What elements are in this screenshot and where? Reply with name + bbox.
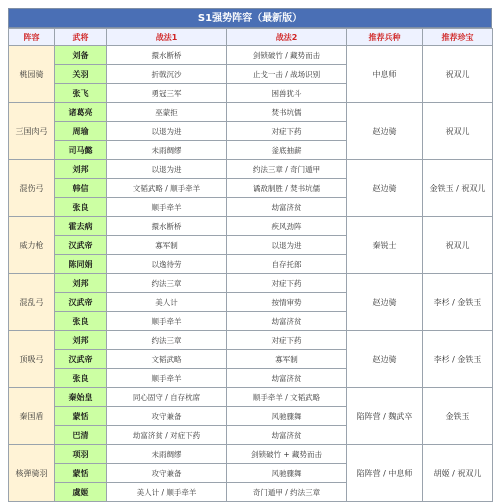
recommended-soldier: 赵边骑 [347,331,423,388]
table-row [9,331,493,350]
recommended-treasure: 李杉 / 金铁玉 [423,274,493,331]
table-row [9,103,493,122]
hero-name: 蒙恬 [55,407,107,426]
skill-1: 擐水断桥 [107,46,227,65]
hero-name: 汉武帝 [55,236,107,255]
header-skill1: 战法1 [107,29,227,46]
skill-1: 折戟沉沙 [107,65,227,84]
header-team: 阵容 [9,29,55,46]
skill-2: 自存托郎 [227,255,347,274]
skill-2: 以退为进 [227,236,347,255]
hero-name: 巴清 [55,426,107,445]
hero-name: 张良 [55,369,107,388]
hero-name: 张飞 [55,84,107,103]
skill-1: 攻守兼备 [107,464,227,483]
skill-1: 以逸待劳 [107,255,227,274]
skill-1: 巫蒙拒 [107,103,227,122]
table-row [9,445,493,464]
skill-2: 疾风劲阵 [227,217,347,236]
recommended-treasure: 李杉 / 金铁玉 [423,331,493,388]
hero-name: 项羽 [55,445,107,464]
hero-name: 陈同娟 [55,255,107,274]
recommended-soldier: 赵边骑 [347,103,423,160]
skill-1: 顺手牵羊 [107,312,227,331]
skill-1: 文韬武略 / 顺手牵羊 [107,179,227,198]
recommended-soldier: 中息师 [347,46,423,103]
skill-1: 以退为进 [107,160,227,179]
skill-2: 寡军制 [227,350,347,369]
header-treasure: 推荐珍宝 [423,29,493,46]
skill-1: 未雨绸缪 [107,141,227,160]
hero-name: 张良 [55,312,107,331]
hero-name: 汉武帝 [55,293,107,312]
team-name: 秦国盾 [9,388,55,445]
team-name: 混伤弓 [9,160,55,217]
skill-1: 勇冠三军 [107,84,227,103]
header-skill2: 战法2 [227,29,347,46]
skill-2: 焚书坑儒 [227,103,347,122]
skill-2: 奇门遁甲 / 约法三章 [227,483,347,502]
skill-2: 剑锁破竹 + 藏势而击 [227,445,347,464]
skill-2: 止戈一击 / 战场识别 [227,65,347,84]
hero-name: 司马懿 [55,141,107,160]
hero-name: 诸葛亮 [55,103,107,122]
table-row [9,217,493,236]
skill-2: 劫富济贫 [227,426,347,445]
skill-1: 寡军制 [107,236,227,255]
skill-2: 劫富济贫 [227,369,347,388]
skill-1: 攻守兼备 [107,407,227,426]
recommended-treasure: 金铁玉 [423,388,493,445]
table-row [9,46,493,65]
header-soldier: 推荐兵种 [347,29,423,46]
skill-2: 困兽犹斗 [227,84,347,103]
hero-name: 霍去病 [55,217,107,236]
skill-1: 同心固守 / 自存枕席 [107,388,227,407]
skill-1: 顺手牵羊 [107,369,227,388]
skill-2: 对症下药 [227,122,347,141]
lineup-sheet [8,8,492,502]
skill-1: 美人计 [107,293,227,312]
header-hero: 武将 [55,29,107,46]
skill-2: 对症下药 [227,274,347,293]
hero-name: 张良 [55,198,107,217]
team-name: 混乱弓 [9,274,55,331]
lineup-table [8,28,493,502]
table-row [9,160,493,179]
hero-name: 周瑜 [55,122,107,141]
recommended-treasure: 祝双儿 [423,217,493,274]
skill-1: 顺手牵羊 [107,198,227,217]
skill-2: 剑锁破竹 / 藏势而击 [227,46,347,65]
skill-2: 顺手牵羊 / 文韬武略 [227,388,347,407]
skill-1: 约法三章 [107,331,227,350]
recommended-soldier: 秦锐士 [347,217,423,274]
recommended-soldier: 赵边骑 [347,274,423,331]
hero-name: 虞姬 [55,483,107,502]
skill-2: 风驰骤舞 [227,407,347,426]
skill-2: 劫富济贫 [227,312,347,331]
table-row [9,388,493,407]
skill-2: 约法三章 / 奇门遁甲 [227,160,347,179]
hero-name: 汉武帝 [55,350,107,369]
recommended-soldier: 陷阵营 / 中息师 [347,445,423,502]
skill-1: 以退为进 [107,122,227,141]
hero-name: 关羽 [55,65,107,84]
skill-1: 美人计 / 顺手牵羊 [107,483,227,502]
hero-name: 秦始皇 [55,388,107,407]
skill-2: 劫富济贫 [227,198,347,217]
table-row [9,274,493,293]
skill-2: 谲敌制胜 / 焚书坑儒 [227,179,347,198]
header-row [9,29,493,46]
skill-1: 文韬武略 [107,350,227,369]
skill-1: 劫富济贫 / 对症下药 [107,426,227,445]
recommended-treasure: 金铁玉 / 祝双儿 [423,160,493,217]
sheet-title: S1强势阵容（最新版） [8,8,492,28]
skill-2: 风驰骤舞 [227,464,347,483]
hero-name: 刘备 [55,46,107,65]
hero-name: 刘邦 [55,274,107,293]
skill-2: 按情审势 [227,293,347,312]
recommended-treasure: 祝双儿 [423,46,493,103]
team-name: 桃园骑 [9,46,55,103]
hero-name: 刘邦 [55,160,107,179]
hero-name: 韩信 [55,179,107,198]
skill-2: 对症下药 [227,331,347,350]
skill-1: 未雨绸缪 [107,445,227,464]
recommended-soldier: 赵边骑 [347,160,423,217]
hero-name: 刘邦 [55,331,107,350]
team-name: 三国肉弓 [9,103,55,160]
hero-name: 蒙恬 [55,464,107,483]
recommended-treasure: 胡姬 / 祝双儿 [423,445,493,502]
recommended-treasure: 祝双儿 [423,103,493,160]
skill-2: 釜底抽薪 [227,141,347,160]
team-name: 顶吸弓 [9,331,55,388]
team-name: 核弹骑羽 [9,445,55,502]
skill-1: 擐水断桥 [107,217,227,236]
team-name: 威力枪 [9,217,55,274]
recommended-soldier: 陷阵营 / 魏武卒 [347,388,423,445]
skill-1: 约法三章 [107,274,227,293]
